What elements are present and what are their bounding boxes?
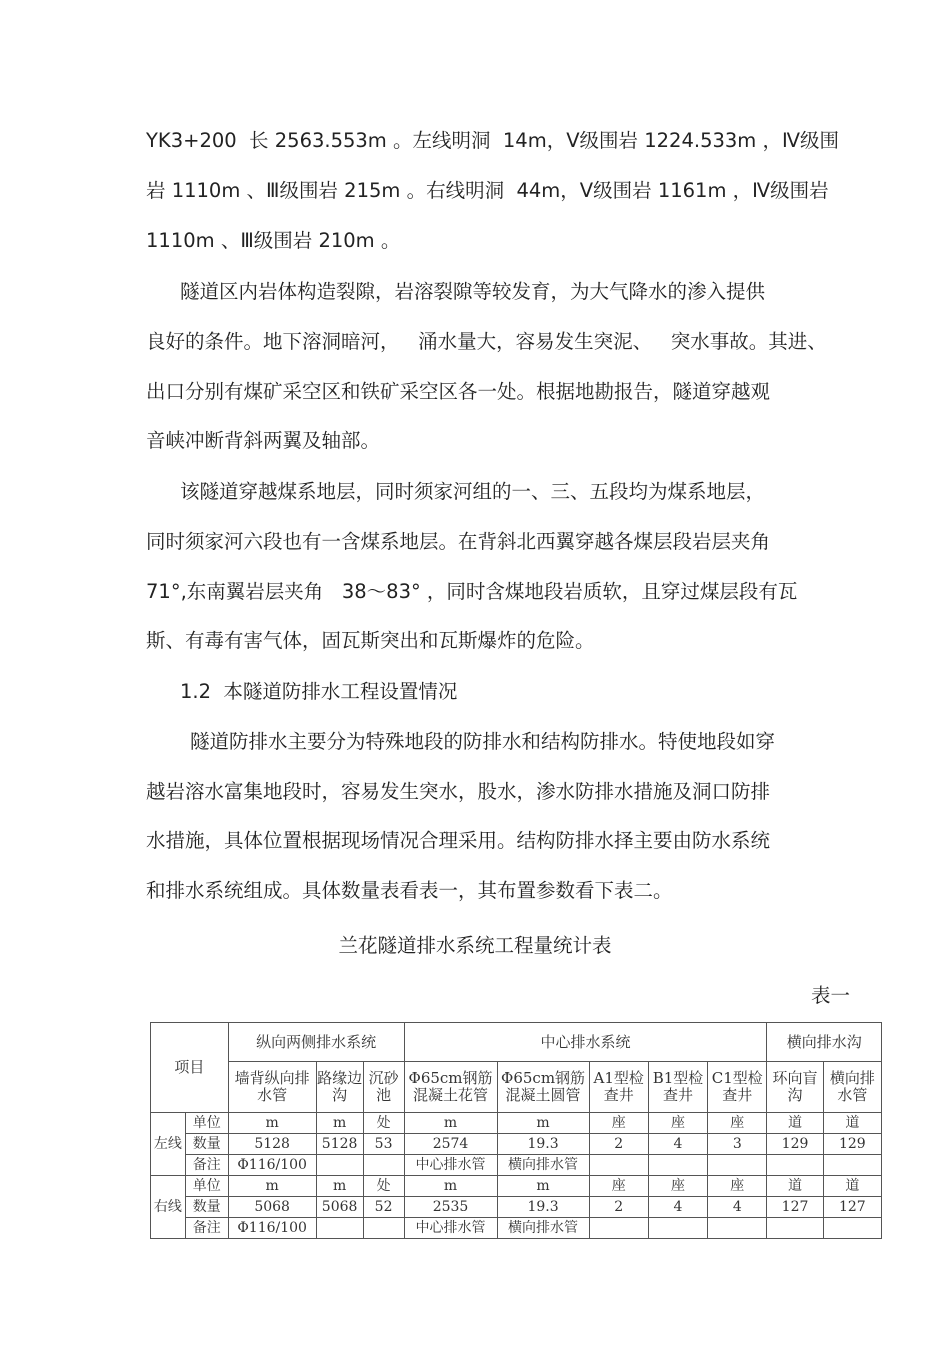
table-cell xyxy=(316,1218,363,1239)
table-cell: 横向排水管 xyxy=(497,1155,589,1176)
table-cell: 4 xyxy=(708,1197,767,1218)
paragraph-line: 和排水系统组成。具体数量表看表一，其布置参数看下表二。 xyxy=(146,879,673,902)
paragraph-line: 水措施，具体位置根据现场情况合理采用。结构防排水择主要由防水系统 xyxy=(146,829,771,852)
drainage-quantity-table xyxy=(150,1022,882,1239)
table-cell: 道 xyxy=(767,1113,823,1134)
paragraph-line: 隧道防排水主要分为特殊地段的防排水和结构防排水。特使地段如穿 xyxy=(190,730,776,753)
group-header: 纵向两侧排水系统 xyxy=(228,1023,404,1062)
table-row xyxy=(151,1218,882,1239)
table-cell: 5128 xyxy=(316,1134,363,1155)
paragraph-line: 隧道区内岩体构造裂隙，岩溶裂隙等较发育，为大气降水的渗入提供 xyxy=(180,280,766,303)
table-cell: 座 xyxy=(648,1176,707,1197)
row-label: 备注 xyxy=(185,1155,228,1176)
table-cell: m xyxy=(497,1113,589,1134)
row-label: 备注 xyxy=(185,1218,228,1239)
item-header: 项目 xyxy=(151,1023,229,1113)
paragraph-line: 斯、有毒有害气体，固瓦斯突出和瓦斯爆炸的危险。 xyxy=(146,629,595,652)
paragraph-line: 出口分别有煤矿采空区和铁矿采空区各一处。根据地勘报告，隧道穿越观 xyxy=(146,380,771,403)
table-row xyxy=(151,1176,882,1197)
table-cell: 座 xyxy=(708,1113,767,1134)
table-cell: 2535 xyxy=(404,1197,497,1218)
table-cell xyxy=(767,1155,823,1176)
column-header: 路缘边沟 xyxy=(316,1062,363,1113)
column-header: Φ65cm钢筋混凝土圆管 xyxy=(497,1062,589,1113)
table-cell: 中心排水管 xyxy=(404,1218,497,1239)
table-cell xyxy=(823,1155,881,1176)
table-tag: 表一 xyxy=(810,984,850,1007)
table-cell: 处 xyxy=(363,1113,404,1134)
column-header: 环向盲沟 xyxy=(767,1062,823,1113)
paragraph-line: 岩 1110m 、Ⅲ级围岩 215m 。右线明洞 44m，Ⅴ级围岩 1161m ，Ⅳ级围岩 xyxy=(146,179,829,202)
table-cell: 19.3 xyxy=(497,1134,589,1155)
table-cell: 2 xyxy=(589,1134,648,1155)
table-cell: 处 xyxy=(363,1176,404,1197)
table-cell: m xyxy=(228,1176,316,1197)
table-cell xyxy=(589,1155,648,1176)
table-cell xyxy=(363,1155,404,1176)
table-cell xyxy=(589,1218,648,1239)
paragraph-line: 越岩溶水富集地段时，容易发生突水，股水，渗水防排水措施及洞口防排 xyxy=(146,780,771,803)
table-cell: 19.3 xyxy=(497,1197,589,1218)
paragraph-line: YK3+200 长 2563.553m 。左线明洞 14m，Ⅴ级围岩 1224.533m ，Ⅳ级围 xyxy=(146,129,839,152)
table-cell xyxy=(708,1218,767,1239)
table-cell: 中心排水管 xyxy=(404,1155,497,1176)
table-cell: 127 xyxy=(767,1197,823,1218)
table-cell: m xyxy=(404,1113,497,1134)
paragraph-line: 1110m 、Ⅲ级围岩 210m 。 xyxy=(146,229,401,252)
column-header: Φ65cm钢筋混凝土花管 xyxy=(404,1062,497,1113)
paragraph-line: 良好的条件。地下溶洞暗河， 涌水量大，容易发生突泥、 突水事故。其进、 xyxy=(146,330,827,353)
table-cell: 座 xyxy=(589,1176,648,1197)
column-header: A1型检查井 xyxy=(589,1062,648,1113)
table-cell: 道 xyxy=(823,1113,881,1134)
table-cell: Φ116/100 xyxy=(228,1155,316,1176)
table-cell xyxy=(648,1218,707,1239)
table-row xyxy=(151,1197,882,1218)
table-cell: 道 xyxy=(767,1176,823,1197)
table-cell xyxy=(363,1218,404,1239)
paragraph-line: 71°,东南翼岩层夹角 38～83° ，同时含煤地段岩质软，且穿过煤层段有瓦 xyxy=(146,580,798,603)
table-cell: 横向排水管 xyxy=(497,1218,589,1239)
table-cell xyxy=(708,1155,767,1176)
paragraph-line: 音峡冲断背斜两翼及轴部。 xyxy=(146,429,381,452)
table-cell: m xyxy=(316,1113,363,1134)
paragraph-line: 该隧道穿越煤系地层，同时须家河组的一、三、五段均为煤系地层， xyxy=(180,480,766,503)
column-header: 墙背纵向排水管 xyxy=(228,1062,316,1113)
column-header: 横向排水管 xyxy=(823,1062,881,1113)
table-cell: 5068 xyxy=(316,1197,363,1218)
column-header: B1型检查井 xyxy=(648,1062,707,1113)
table-cell: m xyxy=(228,1113,316,1134)
table-row xyxy=(151,1113,882,1134)
group-header: 中心排水系统 xyxy=(404,1023,767,1062)
table-cell: 座 xyxy=(708,1176,767,1197)
table-title: 兰花隧道排水系统工程量统计表 xyxy=(338,934,612,957)
side-label: 左线 xyxy=(151,1113,186,1176)
row-label: 单位 xyxy=(185,1113,228,1134)
table-cell: m xyxy=(497,1176,589,1197)
table-cell: 5128 xyxy=(228,1134,316,1155)
group-header: 横向排水沟 xyxy=(767,1023,882,1062)
side-label: 右线 xyxy=(151,1176,186,1239)
table-cell: Φ116/100 xyxy=(228,1218,316,1239)
paragraph-line: 同时须家河六段也有一含煤系地层。在背斜北西翼穿越各煤层段岩层夹角 xyxy=(146,530,771,553)
table-cell: 4 xyxy=(648,1197,707,1218)
table-cell: 2574 xyxy=(404,1134,497,1155)
table-cell: m xyxy=(316,1176,363,1197)
row-label: 数量 xyxy=(185,1134,228,1155)
column-header: 沉砂池 xyxy=(363,1062,404,1113)
table-cell: 座 xyxy=(589,1113,648,1134)
table-cell: m xyxy=(404,1176,497,1197)
table-cell: 3 xyxy=(708,1134,767,1155)
table-cell: 5068 xyxy=(228,1197,316,1218)
row-label: 数量 xyxy=(185,1197,228,1218)
table-cell xyxy=(767,1218,823,1239)
table-cell: 4 xyxy=(648,1134,707,1155)
table-cell xyxy=(823,1218,881,1239)
table-cell xyxy=(648,1155,707,1176)
table-cell: 座 xyxy=(648,1113,707,1134)
table-row xyxy=(151,1134,882,1155)
table-cell: 2 xyxy=(589,1197,648,1218)
row-label: 单位 xyxy=(185,1176,228,1197)
table-cell: 129 xyxy=(823,1134,881,1155)
table-cell: 道 xyxy=(823,1176,881,1197)
table-cell: 127 xyxy=(823,1197,881,1218)
table-cell: 52 xyxy=(363,1197,404,1218)
column-header: C1型检查井 xyxy=(708,1062,767,1113)
table-cell: 53 xyxy=(363,1134,404,1155)
table-cell: 129 xyxy=(767,1134,823,1155)
table-cell xyxy=(316,1155,363,1176)
table-row xyxy=(151,1155,882,1176)
section-heading: 1.2 本隧道防排水工程设置情况 xyxy=(180,680,458,703)
table-body xyxy=(151,1113,882,1239)
